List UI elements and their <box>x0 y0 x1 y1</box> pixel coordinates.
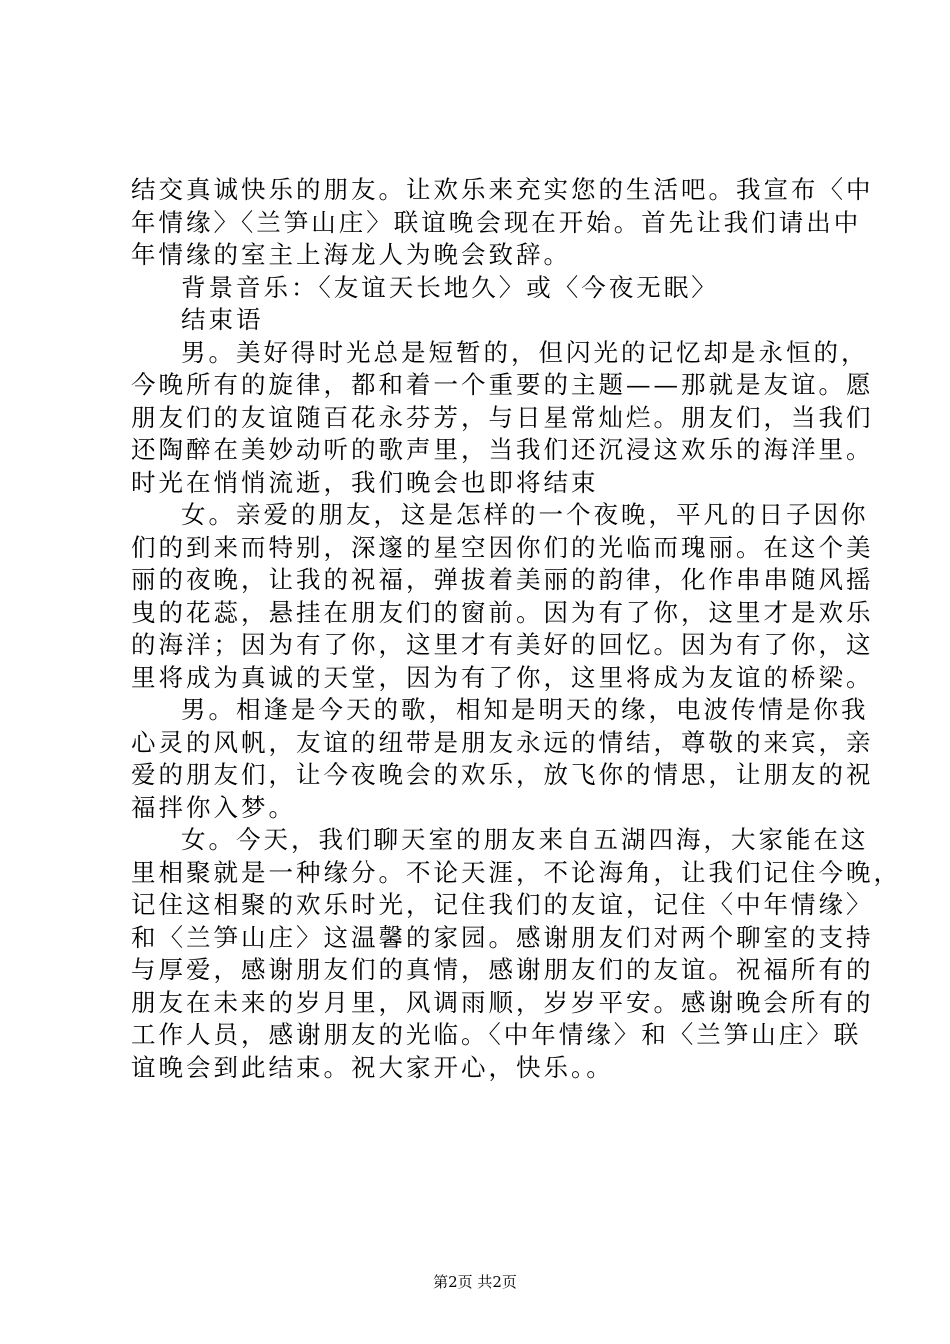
text-line: 福拌你入梦。 <box>131 792 296 822</box>
text-line: 丽的夜晚，让我的祝福，弹拔着美丽的韵律，化作串串随风摇 <box>131 565 874 594</box>
text-line: 女。今天，我们聊天室的朋友来自五湖四海，大家能在这 <box>181 825 869 854</box>
text-line: 男。相逢是今天的歌，相知是明天的缘，电波传情是你我 <box>181 695 869 724</box>
text-line: 工作人员，感谢朋友的光临。〈中年情缘〉和〈兰笋山庄〉联 <box>131 1020 862 1049</box>
text-line: 结交真诚快乐的朋友。让欢乐来充实您的生活吧。我宣布〈中 <box>131 175 874 204</box>
text-line: 结束语 <box>181 305 264 334</box>
text-line: 时光在悄悄流逝，我们晚会也即将结束 <box>131 467 599 497</box>
page-number-footer: 第2页 共2页 <box>433 1273 517 1291</box>
text-line: 谊晚会到此结束。祝大家开心，快乐。。 <box>131 1052 614 1082</box>
document-body <box>131 174 901 1084</box>
text-line: 男。美好得时光总是短暂的，但闪光的记忆却是永恒的， <box>181 337 869 367</box>
text-line: 爱的朋友们，让今夜晚会的欢乐，放飞你的情思，让朋友的祝 <box>131 760 874 789</box>
text-line: 里相聚就是一种缘分。不论天涯，不论海角，让我们记住今晚， <box>131 857 901 887</box>
text-line: 心灵的风帆，友谊的纽带是朋友永远的情结，尊敬的来宾，亲 <box>131 727 874 757</box>
text-line: 曳的花蕊，悬挂在朋友们的窗前。因为有了你，这里才是欢乐 <box>131 597 874 627</box>
text-line: 女。亲爱的朋友，这是怎样的一个夜晚，平凡的日子因你 <box>181 500 869 529</box>
text-line: 背景音乐：〈友谊天长地久〉或〈今夜无眠〉 <box>181 272 719 302</box>
text-line: 的海洋；因为有了你，这里才有美好的回忆。因为有了你，这 <box>131 630 874 659</box>
text-line: 年情缘的室主上海龙人为晚会致辞。 <box>131 240 571 269</box>
text-line: 记住这相聚的欢乐时光，记住我们的友谊，记住〈中年情缘〉 <box>131 890 874 919</box>
text-line: 朋友们的友谊随百花永芬芳，与日星常灿烂。朋友们，当我们 <box>131 402 874 432</box>
text-line: 朋友在未来的岁月里，风调雨顺，岁岁平安。感谢晚会所有的 <box>131 987 874 1017</box>
text-line: 们的到来而特别，深邃的星空因你们的光临而瑰丽。在这个美 <box>131 532 874 562</box>
text-line: 年情缘〉〈兰笋山庄〉联谊晚会现在开始。首先让我们请出中 <box>131 207 862 237</box>
text-line: 还陶醉在美妙动听的歌声里，当我们还沉浸这欢乐的海洋里。 <box>131 435 874 464</box>
text-line: 今晚所有的旋律，都和着一个重要的主题——那就是友谊。愿 <box>131 370 874 399</box>
text-line: 里将成为真诚的天堂，因为有了你，这里将成为友谊的桥梁。 <box>131 662 874 692</box>
text-line: 与厚爱，感谢朋友们的真情，感谢朋友们的友谊。祝福所有的 <box>131 955 874 984</box>
text-line: 和〈兰笋山庄〉这温馨的家园。感谢朋友们对两个聊室的支持 <box>131 922 874 952</box>
